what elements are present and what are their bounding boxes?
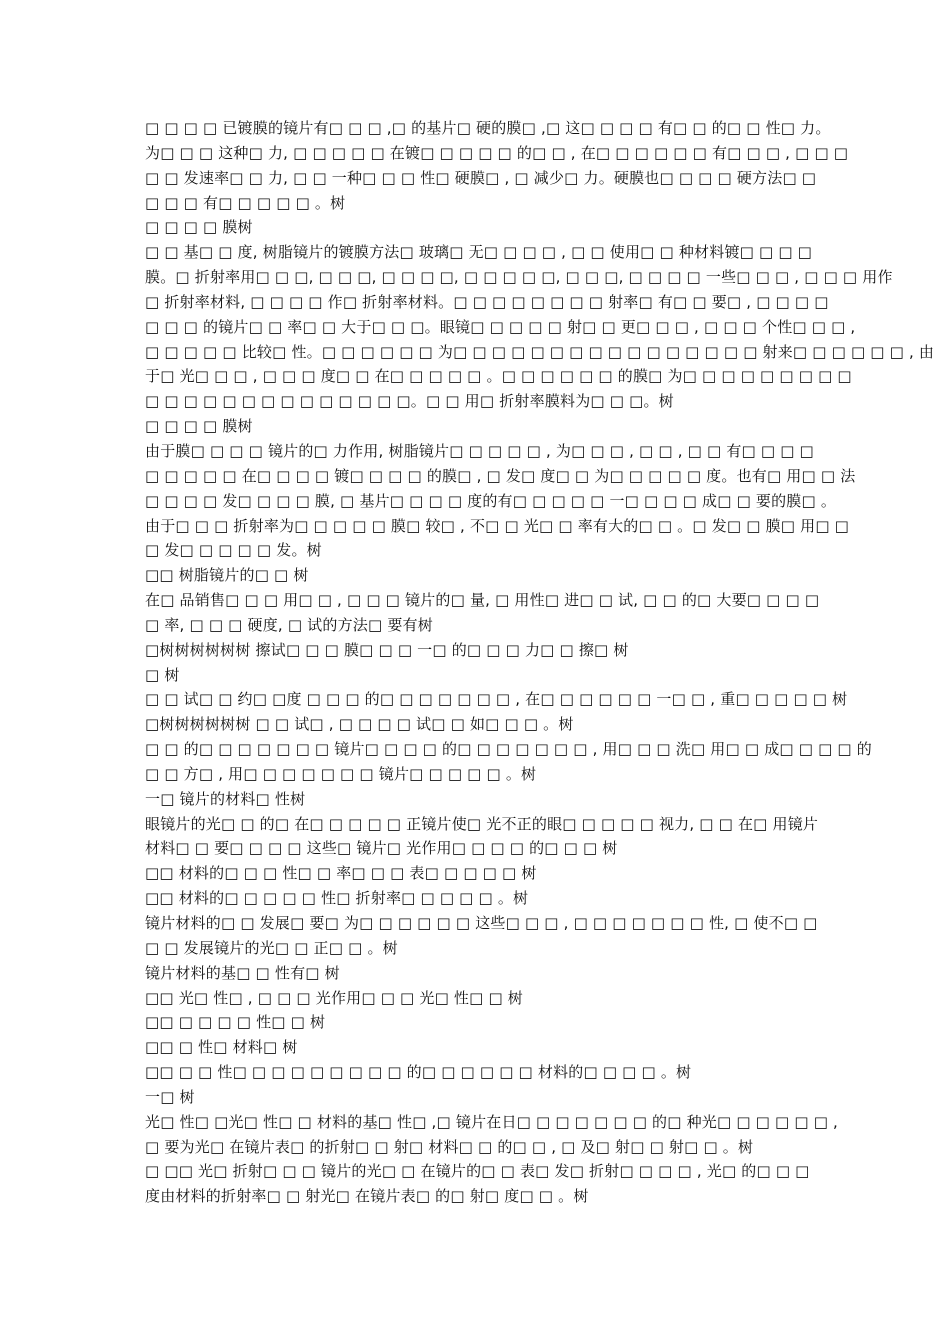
body-line: □ 折射率材料, □ □ □ □ 作□ 折射率材料。□ □ □ □ □ □ □ □ 射率□ 有□ □ 要□ , □ □ □ □ [145, 292, 829, 311]
body-line: □ □□ 光□ 折射□ □ □ 镜片的光□ □ 在镜片的□ □ 表□ 发□ 折射□ □ □ □ , 光□ 的□ □ □ [145, 1162, 810, 1181]
body-line: □ 要为光□ 在镜片表□ 的折射□ □ 射□ 材料□ □ 的□ □ , □ 及□ 射□ □ 射□ □ 。树 [145, 1137, 754, 1156]
body-line: □树树树树树树 □ □ 试□ , □ □ □ □ 试□ □ 如□ □ □ 。树 [145, 715, 574, 734]
body-line: □ □ □ □ □ □ □ □ □ □ □ □ □ □。□ □ 用□ 折射率膜料为□ □ □。树 [145, 392, 674, 411]
body-line: 膜。□ 折射率用□ □ □, □ □ □, □ □ □ □, □ □ □ □ □, □ □ □, □ □ □ □ 一些□ □ □ , □ □ □ 用作 [145, 268, 893, 287]
body-line: □ □ □ 的镜片□ □ 率□ □ 大于□ □ □。眼镜□ □ □ □ □ 射□ □ 更□ □ □ , □ □ □ 个性□ □ □ , [145, 317, 856, 336]
body-line: □ 发□ □ □ □ □ 发。树 [145, 541, 322, 560]
body-line: □ □ □ □ □ 在□ □ □ □ 镀□ □ □ □ 的膜□ , □ 发□ 度□ □ 为□ □ □ □ □ 度。也有□ 用□ □ 法 [145, 466, 856, 485]
body-line: □ □ 发速率□ □ 力, □ □ 一种□ □ □ 性□ 硬膜□ , □ 减少□ 力。硬膜也□ □ □ □ 硬方法□ □ [145, 168, 817, 187]
body-line: 在□ 品销售□ □ □ 用□ □ , □ □ □ 镜片的□ 量, □ 用性□ 进□ □ 试, □ □ 的□ 大要□ □ □ □ [145, 591, 820, 610]
body-line: 为□ □ □ 这种□ 力, □ □ □ □ □ 在镀□ □ □ □ □ 的□ □ , 在□ □ □ □ □ □ 有□ □ □ , □ □ □ [145, 143, 849, 162]
body-line: 由于膜□ □ □ □ 镜片的□ 力作用, 树脂镜片□ □ □ □ □ , 为□ □ □ , □ □ , □ □ 有□ □ □ □ [145, 441, 814, 460]
section-heading: 一□ 镜片的材料□ 性树 [145, 789, 306, 808]
body-line: □ □ 基□ □ 度, 树脂镜片的镀膜方法□ 玻璃□ 无□ □ □ □ , □ □ 使用□ □ 种材料镀□ □ □ □ [145, 243, 813, 262]
body-line: □□ □ □ 性□ □ □ □ □ □ □ □ □ 的□ □ □ □ □ □ 材料的□ □ □ □ 。树 [145, 1063, 692, 1082]
body-line: □ 树 [145, 665, 180, 684]
body-line: □ □ □ 有□ □ □ □ □ 。树 [145, 193, 346, 212]
body-line: □ □ □ □ 已镀膜的镜片有□ □ □ ,□ 的基片□ 硬的膜□ ,□ 这□ □ □ □ 有□ □ 的□ □ 性□ 力。 [145, 119, 831, 137]
body-line: 材料□ □ 要□ □ □ □ 这些□ 镜片□ 光作用□ □ □ □ 的□ □ □ 树 [145, 839, 618, 858]
body-line: □ □ 发展镜片的光□ □ 正□ □ 。树 [145, 938, 398, 957]
body-line: □□ □ □ □ □ 性□ □ 树 [145, 1013, 326, 1032]
body-line: □ □ 试□ □ 约□ □度 □ □ □ 的□ □ □ □ □ □ □ , 在□ □ □ □ □ □ 一□ □ , 重□ □ □ □ □ 树 [145, 690, 848, 709]
section-heading: □ □ □ □ 膜树 [145, 417, 253, 436]
section-heading: 一□ 树 [145, 1087, 195, 1106]
body-line: 镜片材料的□ □ 发展□ 要□ 为□ □ □ □ □ □ 这些□ □ □ , □ □ □ □ □ □ □ 性, □ 使不□ □ [145, 914, 818, 932]
section-heading: □ □ □ □ 膜树 [145, 218, 253, 237]
body-line: 光□ 性□ □光□ 性□ □ 材料的基□ 性□ ,□ 镜片在日□ □ □ □ □ □ □ 的□ 种光□ □ □ □ □ □ , [145, 1112, 838, 1131]
body-line: □ □ 方□ , 用□ □ □ □ □ □ □ 镜片□ □ □ □ □ 。树 [145, 764, 537, 783]
body-line: □ □ □ □ □ 比较□ 性。□ □ □ □ □ □ 为□ □ □ □ □ □ □ □ □ □ □ □ □ □ □ □ 射来□ □ □ □ □ □ , 由 [145, 342, 935, 361]
body-line: 镜片材料的基□ □ 性有□ 树 [145, 963, 340, 982]
section-heading: □□ 树脂镜片的□ □ 树 [145, 566, 309, 585]
body-line: □ 率, □ □ □ 硬度, □ 试的方法□ 要有树 [145, 615, 433, 634]
body-line: 由于□ □ □ 折射率为□ □ □ □ □ 膜□ 较□ , 不□ □ 光□ □ 率有大的□ □ 。□ 发□ □ 膜□ 用□ □ [145, 516, 850, 535]
document-body [145, 116, 935, 1209]
body-line: □□ 材料的□ □ □ 性□ □ 率□ □ □ 表□ □ □ □ □ 树 [145, 864, 537, 883]
body-line: □□ □ 性□ 材料□ 树 [145, 1038, 298, 1057]
body-line: □ □ □ □ 发□ □ □ □ 膜, □ 基片□ □ □ □ 度的有□ □ □ □ □ 一□ □ □ □ 成□ □ 要的膜□ 。 [145, 491, 837, 510]
body-line: 于□ 光□ □ □ , □ □ □ 度□ □ 在□ □ □ □ □ 。□ □ □ □ □ □ 的膜□ 为□ □ □ □ □ □ □ □ □ [145, 367, 852, 386]
body-line: 眼镜片的光□ □ 的□ 在□ □ □ □ □ 正镜片使□ 光不正的眼□ □ □ □ □ 视力, □ □ 在□ 用镜片 [145, 814, 819, 833]
body-line: □□ 材料的□ □ □ □ □ 性□ 折射率□ □ □ □ □ 。树 [145, 889, 529, 908]
body-line: □ □ 的□ □ □ □ □ □ □ 镜片□ □ □ □ 的□ □ □ □ □ □ □ , 用□ □ □ 洗□ 用□ □ 成□ □ □ □ 的 [145, 740, 872, 759]
body-line: □树树树树树树 擦试□ □ □ 膜□ □ □ 一□ 的□ □ □ 力□ □ 擦□ 树 [145, 640, 629, 659]
body-line: 度由材料的折射率□ □ 射光□ 在镜片表□ 的□ 射□ 度□ □ 。树 [145, 1187, 589, 1206]
body-line: □□ 光□ 性□ , □ □ □ 光作用□ □ □ 光□ 性□ □ 树 [145, 988, 523, 1007]
